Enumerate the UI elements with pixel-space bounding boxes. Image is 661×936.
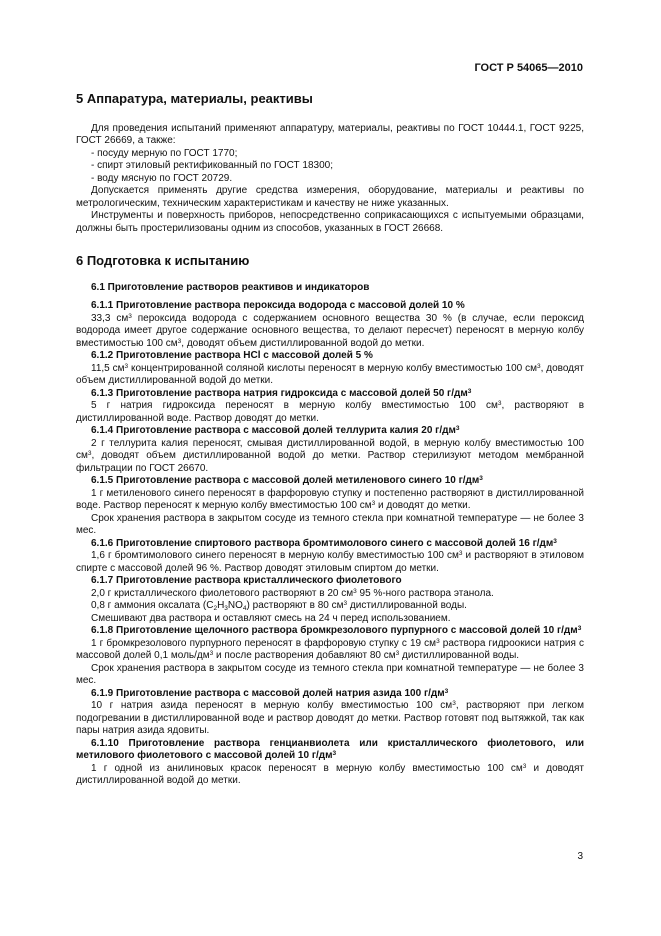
s5-paragraph-3: Инструменты и поверхность приборов, непосредственно соприкасающихся с испытуемыми образцами, должны быть простерилизованы одним из способов, указанных в ГОСТ 26668. <box>76 210 584 234</box>
s6110-text: 1 г одной из анилиновых красок переносят в мерную колбу вместимостью 100 $см^3$ и доводят дистиллированной водой до метки. <box>76 762 585 786</box>
s6110-title: 6.1.10 Приготовление раствора генцианвиолета или кристаллического фиолетового, или метилового фиолетового с массовой долей 10 $г/дм^3$ <box>76 737 584 761</box>
s618-storage-note: Срок хранения раствора в закрытом сосуде из темного стекла при комнатной температуре — не более 3 мес. <box>76 662 584 686</box>
s615-title: 6.1.5 Приготовление раствора с массовой долей метиленового синего 10 $г/дм^3$ <box>91 475 483 486</box>
s617-title: 6.1.7 Приготовление раствора кристаллического фиолетового <box>91 575 402 586</box>
s5-intro: Для проведения испытаний применяют аппаратуру, материалы, реактивы по ГОСТ 10444.1, ГОСТ 9225, ГОСТ 26669, а также: <box>76 122 584 146</box>
section-6-title: 6 Подготовка к испытанию <box>76 253 250 268</box>
s617-text-3: Смешивают два раствора и оставляют смесь на 24 ч перед использованием. <box>91 612 451 624</box>
s5-list-item: - спирт этиловый ректификованный по ГОСТ 18300; <box>91 160 333 171</box>
s618-title: 6.1.8 Приготовление щелочного раствора бромкрезолового пурпурного с массовой долей 10 $г/дм^3$ <box>91 625 582 636</box>
s617-text-1: 2,0 г кристаллического фиолетового растворяют в 20 $см^3$ 95 %-ного раствора этанола. <box>91 587 494 599</box>
s613-title: 6.1.3 Приготовление раствора натрия гидроксида с массовой долей 50 $г/дм^3$ <box>91 387 472 399</box>
s612-title: 6.1.2 Приготовление раствора HCl с массовой долей 5 % <box>91 350 373 361</box>
s614-title: 6.1.4 Приготовление раствора с массовой долей теллурита калия 20 $г/дм^3$ <box>91 425 460 436</box>
s614-text: 2 г теллурита калия переносят, смывая дистиллированной водой, в мерную колбу вместимостью 100 $см^3$, доводят объем дистиллированной водой до метки. Раствор стерилизуют методом мембранной фильтрации по ГОСТ 26670. <box>76 437 584 474</box>
section-5-title: 5 Аппаратура, материалы, реактивы <box>76 91 313 106</box>
s5-list-item: - посуду мерную по ГОСТ 1770; <box>91 147 238 159</box>
page-number: 3 <box>577 851 583 862</box>
s611-title: 6.1.1 Приготовление раствора пероксида водорода с массовой долей 10 % <box>91 300 465 311</box>
subsection-6-1-title: 6.1 Приготовление растворов реактивов и индикаторов <box>91 281 370 293</box>
s615-storage-note: Срок хранения раствора в закрытом сосуде из темного стекла при комнатной температуре — не более 3 мес. <box>76 512 584 536</box>
s617-text-2: 0,8 г аммония оксалата $(C_2H_3NO_4)$ растворяют в 80 $см^3$ дистиллированной воды. <box>91 600 467 612</box>
s5-list-item: - воду мясную по ГОСТ 20729. <box>91 172 233 184</box>
page-header: ГОСТ Р 54065—2010 <box>474 62 583 74</box>
s616-text: 1,6 г бромтимолового синего переносят в мерную колбу вместимостью 100 $см^3$ и растворяют в этиловом спирте с массовой долей 96 %. Раствор доводят этиловым спиртом до метки. <box>76 550 584 574</box>
s616-title: 6.1.6 Приготовление спиртового раствора бромтимолового синего с массовой долей 16 $г/дм^3$ <box>91 537 557 549</box>
s619-text: 10 г натрия азида переносят в мерную колбу вместимостью 100 $см^3$, растворяют при легком подогревании в дистиллированной воде и раствор доводят до метки. Раствор готовят под вытяжкой, так как пары натрия азида ядовиты. <box>76 700 584 736</box>
s5-paragraph-2: Допускается применять другие средства измерения, оборудование, материалы и реактивы по метрологическим, техническим характеристикам и качеству не ниже указанных. <box>76 185 584 209</box>
s613-text: 5 г натрия гидроксида переносят в мерную колбу вместимостью 100 $см^3$, растворяют в дистиллированной воде. Раствор доводят до метки. <box>76 400 585 424</box>
page-content <box>76 93 584 788</box>
s611-text: 33,3 $см^3$ пероксида водорода с содержанием основного вещества 30 % (в случае, если пероксид водорода имеет другое содержание основного вещества, то делают пересчет) переносят в мерную колбу вместимостью 100 $см^3$, доводят объем дистиллированной водой до метки. <box>76 312 584 349</box>
s618-text: 1 г бромкрезолового пурпурного переносят в фарфоровую ступку с 19 $см^3$ раствора гидроокиси натрия с массовой долей 0,1 моль/$дм^3$ и после растворения добавляют 80 $см^3$ дистиллированной воды. <box>76 637 584 661</box>
s619-title: 6.1.9 Приготовление раствора с массовой долей натрия азида 100 $г/дм^3$ <box>91 687 449 699</box>
s612-text: 11,5 $см^3$ концентрированной соляной кислоты переносят в мерную колбу вместимостью 100 $см^3$, доводят объем дистиллированной водой до метки. <box>76 362 585 386</box>
s615-text: 1 г метиленового синего переносят в фарфоровую ступку и постепенно растворяют в дистиллированной воде. Раствор переносят к мерную колбу вместимостью 100 $см^3$ и доводят до метки. <box>76 487 584 511</box>
